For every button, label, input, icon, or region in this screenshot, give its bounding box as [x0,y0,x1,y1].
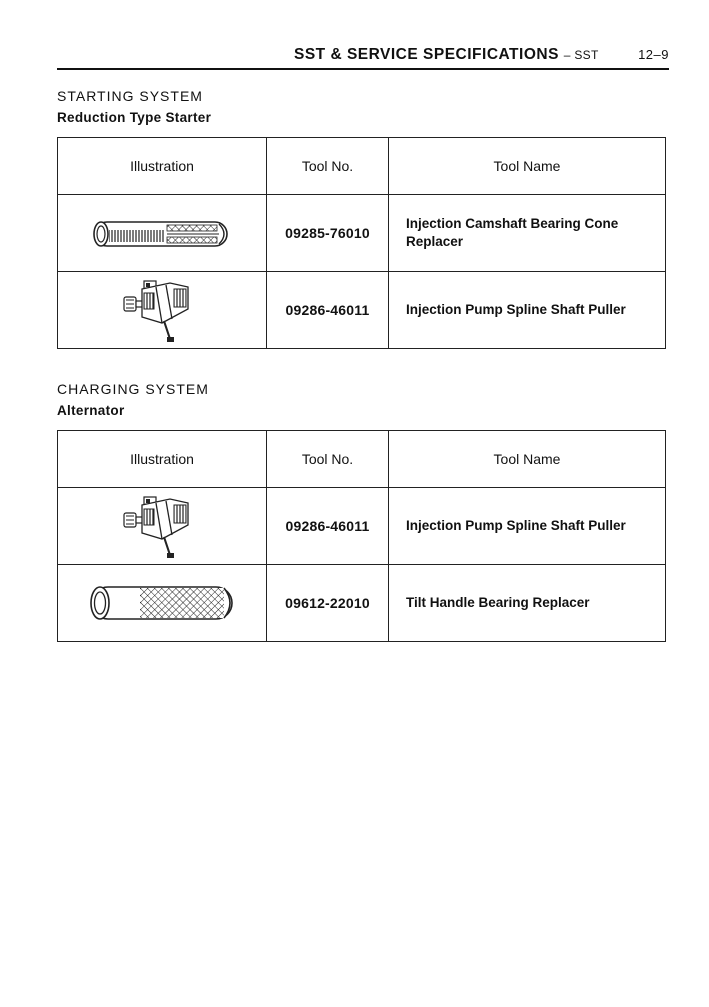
section-subtitle-alternator: Alternator [57,403,125,418]
page-number: 12–9 [638,47,669,62]
tool-name-cell: Injection Camshaft Bearing Cone Replacer [389,195,666,272]
table-row [58,565,666,642]
column-header-illustration: Illustration [58,138,267,195]
header-title-suffix: – SST [563,48,599,62]
table-row [58,195,666,272]
table-header-row [58,431,666,488]
header-title [294,46,599,64]
sst-table-charging-system [57,430,666,642]
column-header-illustration: Illustration [58,431,267,488]
column-header-tool-no: Tool No. [267,431,389,488]
column-header-tool-no: Tool No. [267,138,389,195]
illustration-cell [58,272,267,349]
tool-no-cell: 09612-22010 [267,565,389,642]
section-title-charging-system: CHARGING SYSTEM [57,381,209,397]
illustration-cell [58,565,267,642]
column-header-tool-name: Tool Name [389,431,666,488]
spline-shaft-puller-icon [122,491,202,561]
illustration-cell [58,488,267,565]
section-subtitle-reduction-type-starter: Reduction Type Starter [57,110,212,125]
table-row [58,272,666,349]
tool-name-cell: Tilt Handle Bearing Replacer [389,565,666,642]
tilt-handle-bearing-replacer-icon [84,581,240,625]
column-header-tool-name: Tool Name [389,138,666,195]
tool-no-cell: 09286-46011 [267,488,389,565]
bearing-cone-replacer-icon [87,215,237,251]
table-header-row [58,138,666,195]
section-title-starting-system: STARTING SYSTEM [57,88,203,104]
tool-no-cell: 09286-46011 [267,272,389,349]
tool-name-cell: Injection Pump Spline Shaft Puller [389,272,666,349]
tool-name-cell: Injection Pump Spline Shaft Puller [389,488,666,565]
sst-table-starting-system [57,137,666,349]
spline-shaft-puller-icon [122,275,202,345]
table-row [58,488,666,565]
illustration-cell [58,195,267,272]
page-header [57,46,669,70]
tool-no-cell: 09285-76010 [267,195,389,272]
header-title-text: SST & SERVICE SPECIFICATIONS [294,46,559,63]
